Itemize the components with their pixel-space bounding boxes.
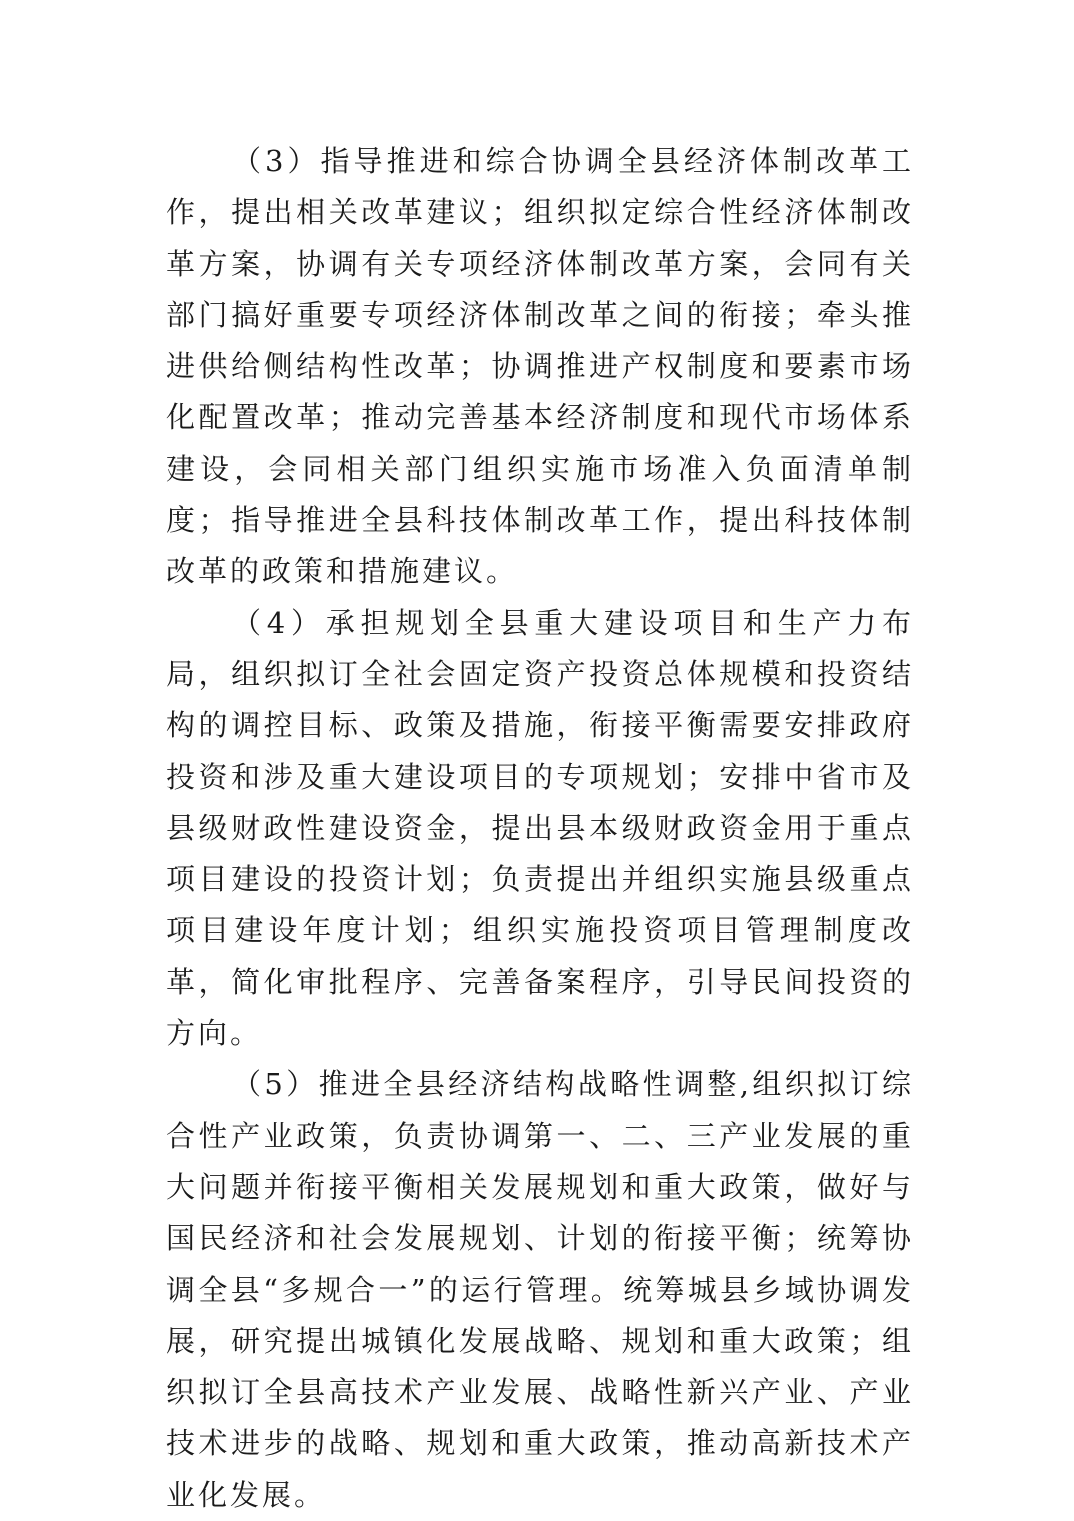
document-body xyxy=(166,136,914,1521)
paragraph-item-4: （4）承担规划全县重大建设项目和生产力布局，组织拟订全社会固定资产投资总体规模和投资结构的调控目标、政策及措施，衔接平衡需要安排政府投资和涉及重大建设项目的专项规划；安排中省市及县级财政性建设资金，提出县本级财政资金用于重点项目建设的投资计划；负责提出并组织实施县级重点项目建设年度计划；组织实施投资项目管理制度改革，简化审批程序、完善备案程序，引导民间投资的方向。 xyxy=(166,605,914,1051)
paragraph-item-5: （5）推进全县经济结构战略性调整,组织拟订综合性产业政策，负责协调第一、二、三产业发展的重大问题并衔接平衡相关发展规划和重大政策，做好与国民经济和社会发展规划、计划的衔接平衡；统筹协调全县“多规合一”的运行管理。统筹城县乡域协调发展，研究提出城镇化发展战略、规划和重大政策；组织拟订全县高技术产业发展、战略性新兴产业、产业技术进步的战略、规划和重大政策，推动高新技术产业化发展。 xyxy=(166,1067,914,1512)
paragraph-item-3: （3）指导推进和综合协调全县经济体制改革工作，提出相关改革建议；组织拟定综合性经济体制改革方案，协调有关专项经济体制改革方案，会同有关部门搞好重要专项经济体制改革之间的衔接；牵头推进供给侧结构性改革；协调推进产权制度和要素市场化配置改革；推动完善基本经济制度和现代市场体系建设，会同相关部门组织实施市场准入负面清单制度；指导推进全县科技体制改革工作，提出科技体制改革的政策和措施建议。 xyxy=(166,144,914,589)
